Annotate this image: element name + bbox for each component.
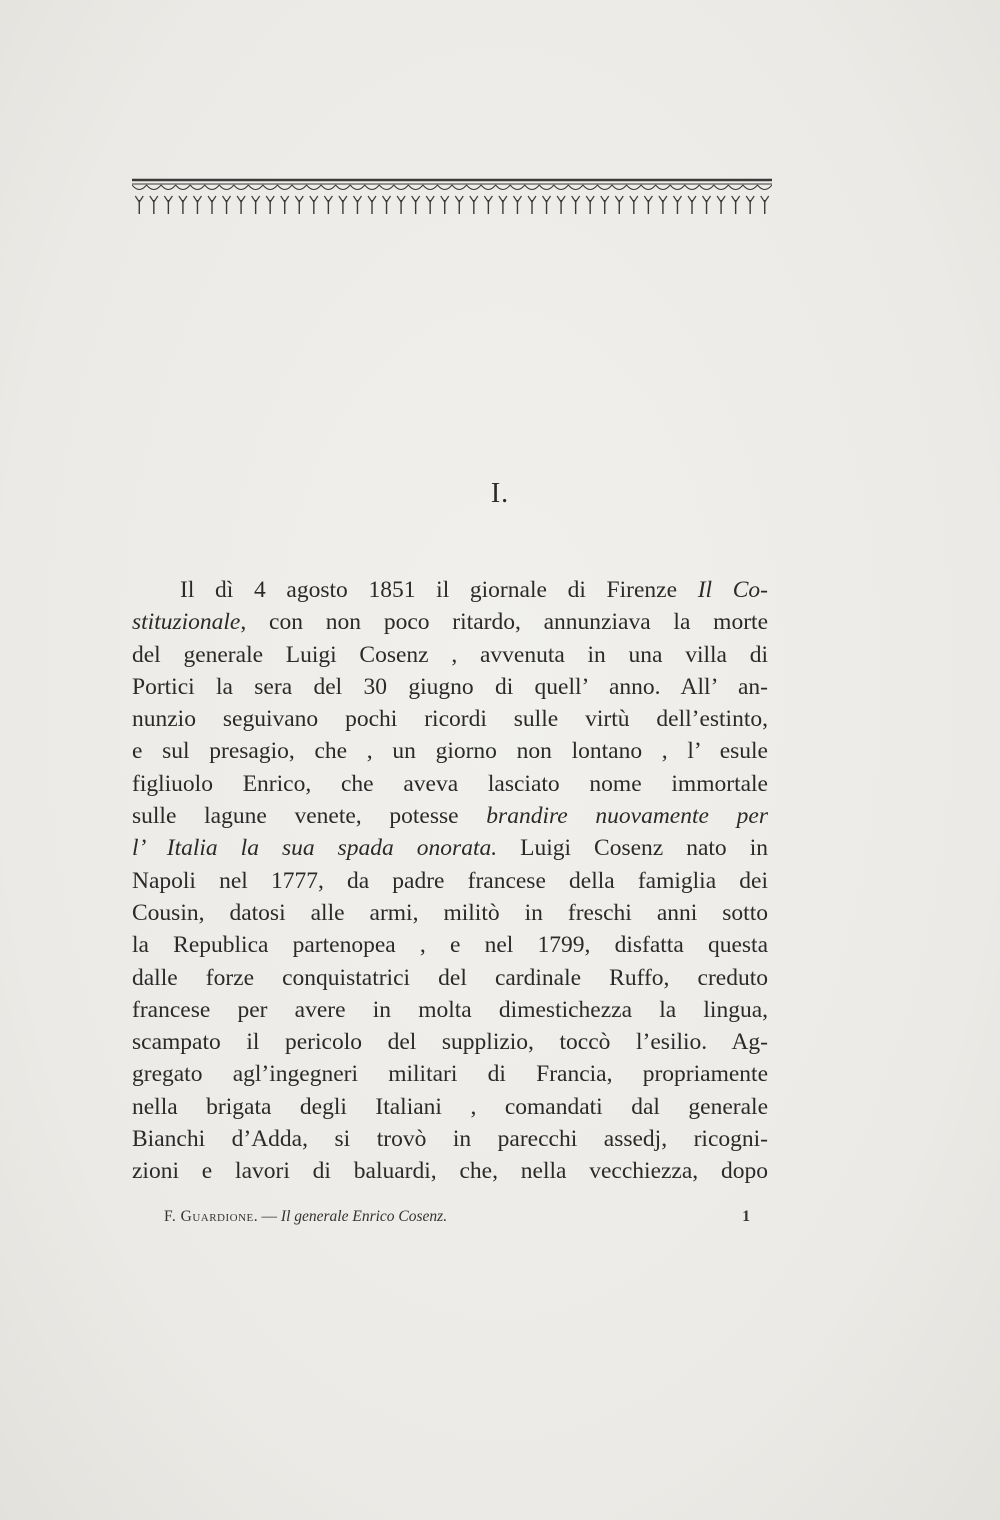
chapter-number: I. — [490, 478, 510, 509]
text-span: la Republica partenopea , e nel 1799, disfatta questa — [132, 932, 768, 959]
text-line — [132, 865, 768, 897]
page-number: 1 — [742, 1208, 750, 1225]
text-span: dalle forze conquistatrici del cardinale Ruffo, creduto — [132, 964, 768, 991]
footer-author: F. Guardione — [164, 1208, 254, 1225]
text-span: Portici la sera del 30 giugno di quell’ anno. All’ an- — [132, 673, 768, 700]
text-span: scampato il pericolo del supplizio, toccò l’esilio. Ag- — [132, 1029, 768, 1056]
text-line — [132, 800, 768, 832]
text-span: sulle lagune venete, potesse — [132, 803, 487, 830]
text-span: Cousin, datosi alle armi, militò in freschi anni sotto — [132, 899, 768, 926]
text-span: Bianchi d’Adda, si trovò in parecchi assedj, ricogni- — [132, 1126, 768, 1153]
text-line — [132, 703, 768, 735]
text-line — [132, 897, 768, 929]
text-line — [132, 768, 768, 800]
footer-separator: . — — [253, 1208, 281, 1225]
italic-span: stituzionale — [132, 609, 241, 636]
text-span: Il dì 4 agosto 1851 il giornale di Firenze — [180, 577, 698, 603]
body-text — [132, 574, 768, 1188]
italic-span: Il Co- — [697, 577, 768, 603]
text-line — [132, 1026, 768, 1058]
text-span: gregato agl’ingegneri militari di Francia, propriamente — [132, 1061, 768, 1088]
text-line — [132, 994, 768, 1026]
text-line — [132, 574, 768, 606]
text-span: zioni e lavori di baluardi, che, nella vecchiezza, dopo — [132, 1158, 768, 1185]
text-span: nella brigata degli Italiani , comandati dal generale — [132, 1093, 768, 1120]
decorative-header-ornament — [132, 172, 772, 222]
text-line — [132, 1091, 768, 1123]
text-span: nunzio seguivano pochi ricordi sulle virtù dell’estinto, — [132, 706, 768, 733]
text-line — [132, 1123, 768, 1155]
text-span: , con non poco ritardo, annunziava la morte — [240, 609, 768, 636]
page-footer — [164, 1208, 760, 1226]
text-line — [132, 1155, 768, 1187]
text-line — [132, 735, 768, 767]
text-line — [132, 1058, 768, 1090]
text-span: figliuolo Enrico, che aveva lasciato nome immortale — [132, 770, 768, 797]
text-span: del generale Luigi Cosenz , avvenuta in una villa di — [132, 641, 768, 668]
text-span: e sul presagio, che , un giorno non lontano , l’ esule — [132, 738, 768, 765]
italic-span: l’ Italia la sua spada onorata. — [132, 835, 498, 862]
text-line — [132, 929, 768, 961]
text-span: francese per avere in molta dimestichezza la lingua, — [132, 996, 768, 1023]
text-line — [132, 671, 768, 703]
footer-work-title: Il generale Enrico Cosenz. — [280, 1208, 448, 1225]
text-span: Luigi Cosenz nato in — [497, 835, 768, 862]
text-span: Napoli nel 1777, da padre francese della famiglia dei — [132, 867, 768, 894]
italic-span: brandire nuovamente per — [486, 803, 768, 830]
text-line — [132, 832, 768, 864]
text-line — [132, 639, 768, 671]
text-line — [132, 606, 768, 638]
text-line — [132, 962, 768, 994]
